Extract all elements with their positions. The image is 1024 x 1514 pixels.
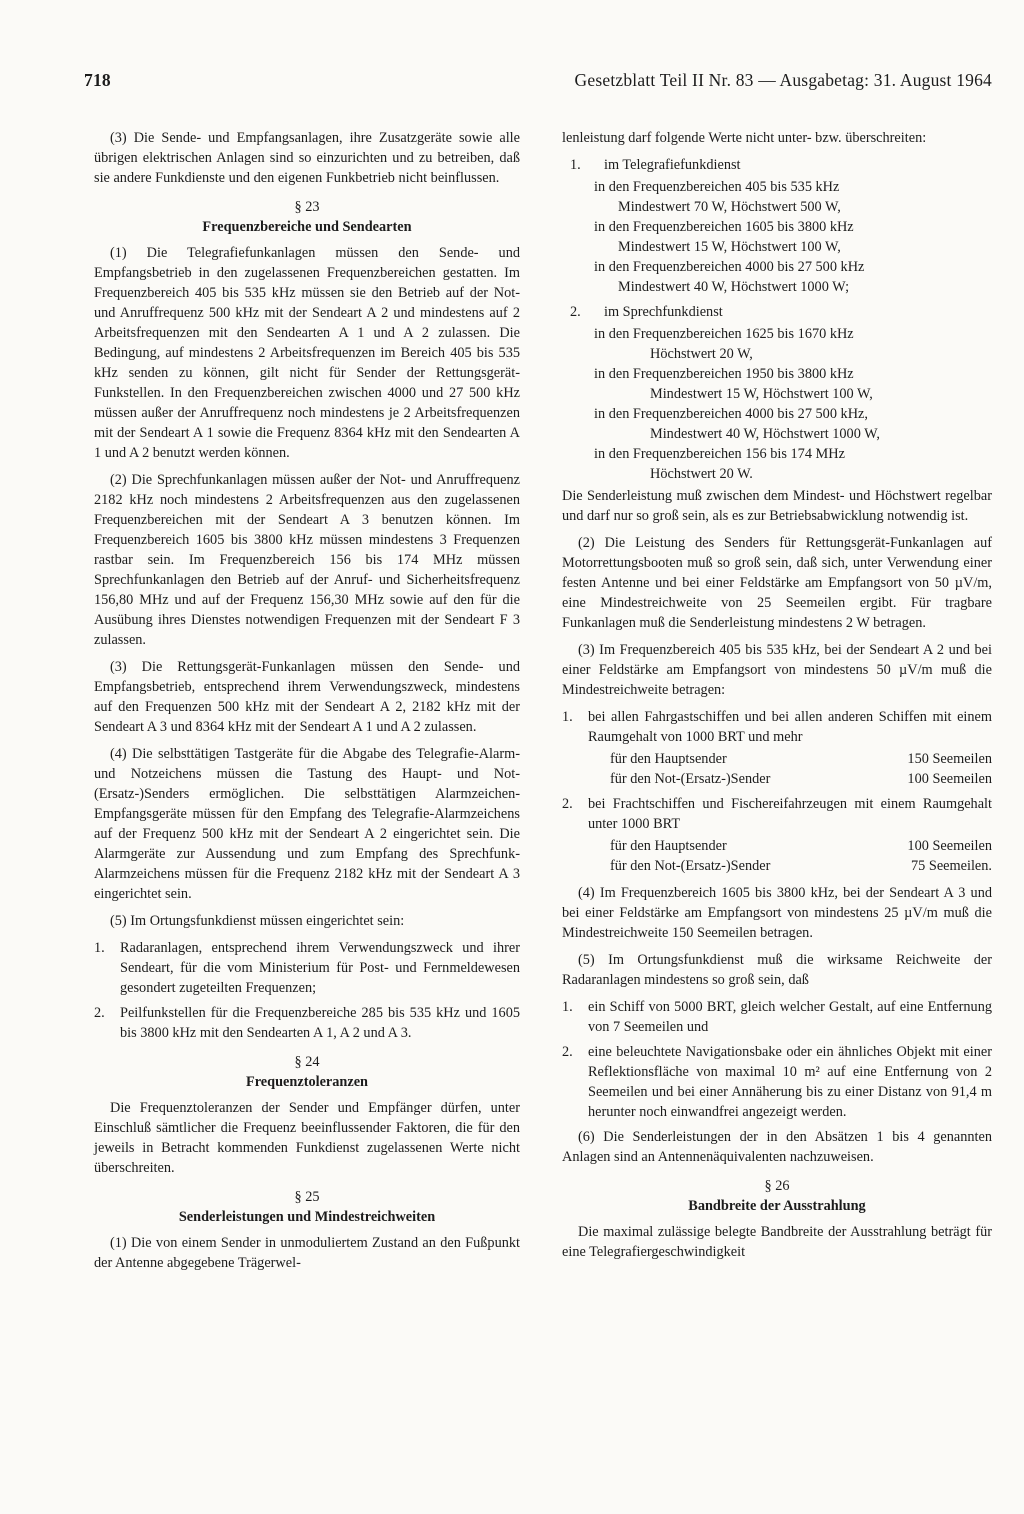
- paragraph: (3) Im Frequenzbereich 405 bis 535 kHz, bei der Sendeart A 2 und bei einer Feldstärke am Empfangsort von mindestens 50 µV/m muß die Mindestreichweite betragen:: [562, 642, 992, 698]
- paragraph: (3) Die Rettungsgerät-Funkanlagen müssen den Sende- und Empfangsbetrieb, entsprechend ihrem Verwendungszweck, mindestens auf den Frequenzen 500 kHz mit der Sendeart A 2, 2182 kHz mit der Sendeart A 3 und 8364 kHz mit der Sendeart A 1 und A 2 zulassen.: [94, 659, 520, 735]
- page-number: 718: [84, 70, 111, 90]
- list-item: [562, 1042, 992, 1122]
- section-title: Frequenzbereiche und Sendearten: [202, 219, 412, 235]
- range-line: in den Frequenzbereichen 1950 bis 3800 kHz: [594, 366, 854, 382]
- sub-item: [562, 177, 992, 217]
- list-marker: 2.: [562, 1044, 573, 1060]
- range-line: in den Frequenzbereichen 1625 bis 1670 kHz: [594, 326, 854, 342]
- range-row: [562, 836, 992, 856]
- sub-item: [562, 364, 992, 404]
- paragraph: Die Senderleistung muß zwischen dem Mindest- und Höchstwert regelbar und darf nur so groß sein, als es zur Betriebsabwicklung notwendig ist.: [562, 488, 992, 524]
- list-marker: 1.: [562, 999, 573, 1015]
- value-line: Mindestwert 15 W, Höchstwert 100 W,: [618, 239, 841, 255]
- paragraph: (6) Die Senderleistungen der in den Absätzen 1 bis 4 genannten Anlagen sind an Antennenäquivalenten nachzuweisen.: [562, 1129, 992, 1165]
- list-text: im Telegrafiefunkdienst: [604, 157, 741, 173]
- range-value: 100 Seemeilen: [907, 838, 992, 854]
- list-item: 1. im Telegrafiefunkdienst: [562, 155, 992, 175]
- header-title: Gesetzblatt Teil II Nr. 83 — Ausgabetag: 31. August 1964: [574, 70, 992, 90]
- list-text: ein Schiff von 5000 BRT, gleich welcher Gestalt, auf eine Entfernung von 7 Seemeilen und: [588, 999, 992, 1035]
- list-item: [562, 997, 992, 1037]
- section-title: Frequenztoleranzen: [245, 1074, 369, 1090]
- paragraph: (2) Die Leistung des Senders für Rettungsgerät-Funkanlagen auf Motorrettungsbooten muß so groß sein, daß sich, unter Verwendung einer festen Antenne und bei einer Feldstärke am Empfangsort von 50 µV/m, eine Mindestreichweite von 25 Seemeilen ergibt. Für tragbare Funkanlagen muß die Senderleistung mindestens 2 W betragen.: [562, 535, 992, 631]
- list-item: [94, 938, 520, 998]
- paragraph: (4) Die selbsttätigen Tastgeräte für die Abgabe des Telegrafie-Alarm- und Notzeichens müssen die Tastung des Haupt- und Not-(Ersatz-)Senders ermöglichen. Die selbsttätigen Alarmzeichen-Empfangsgeräte müssen für den Empfang des Telegrafie-Alarmzeichens auf der Frequenz 500 kHz mit der Sendeart A 2 eingerichtet sein. Die Alarmgeräte zur Aussendung und zum Empfang des Sprechfunk-Alarmzeichens müssen für die Frequenz 2182 kHz mit der Sendeart A 3 eingerichtet sein.: [94, 746, 520, 902]
- range-key: für den Not-(Ersatz-)Sender: [610, 771, 771, 787]
- section-title: Bandbreite der Ausstrahlung: [688, 1198, 866, 1214]
- paragraph: (1) Die von einem Sender in unmoduliertem Zustand an den Fußpunkt der Antenne abgegebene Trägerwel-: [94, 1235, 520, 1271]
- sub-item: [562, 404, 992, 444]
- value-line: Mindestwert 15 W, Höchstwert 100 W,: [650, 386, 873, 402]
- page-header: [84, 70, 992, 96]
- range-line: in den Frequenzbereichen 4000 bis 27 500 kHz,: [594, 406, 868, 422]
- list-item: [562, 707, 992, 747]
- range-line: in den Frequenzbereichen 405 bis 535 kHz: [594, 179, 840, 195]
- sub-item: [562, 257, 992, 297]
- value-line: Höchstwert 20 W.: [650, 466, 753, 482]
- section-number: § 26: [764, 1178, 790, 1194]
- paragraph: (1) Die Telegrafiefunkanlagen müssen den Sende- und Empfangsbetrieb in den zugelassenen Frequenzbereichen gestatten. Im Frequenzbereich 405 bis 535 kHz müssen sie den Betrieb auf der Not- und Anruffrequenz 500 kHz mit der Sendeart A 2 und mindestens auf 2 Arbeitsfrequenzen mit den Sendearten A 1 und A 2 zulassen. Die Bedingung, auf mindestens 2 Arbeitsfrequenzen im Bereich 405 bis 535 kHz senden zu können, gilt nicht für Sender der Rettungsgerät-Funkstellen. In den Frequenzbereichen zwischen 4000 und 27 500 kHz müssen außer der Anruffrequenz noch mindestens je 2 Arbeitsfrequenzen mit der Sendeart A 1 sowie die Frequenz 8364 kHz mit den Sendearten A 1 und A 2 benutzt werden können.: [94, 245, 520, 461]
- range-key: für den Hauptsender: [610, 751, 727, 767]
- range-key: für den Hauptsender: [610, 838, 727, 854]
- list-text: im Sprechfunkdienst: [604, 304, 723, 320]
- range-value: 75 Seemeilen.: [911, 858, 992, 874]
- value-line: Mindestwert 70 W, Höchstwert 500 W,: [618, 199, 841, 215]
- range-value: 100 Seemeilen: [907, 771, 992, 787]
- paragraph: Die Frequenztoleranzen der Sender und Empfänger dürfen, unter Einschluß sämtlicher die Frequenz beeinflussender Faktoren, die für den jeweils in Betracht kommenden Funkdienst zugelassenen Werte nicht überschreiten.: [94, 1100, 520, 1176]
- list-marker: 2.: [94, 1005, 105, 1021]
- list-text: bei allen Fahrgastschiffen und bei allen anderen Schiffen mit einem Raumgehalt von 1000 BRT und mehr: [588, 709, 992, 745]
- range-line: in den Frequenzbereichen 4000 bis 27 500 kHz: [594, 259, 865, 275]
- section-number: § 24: [294, 1054, 320, 1070]
- section-number: § 25: [294, 1189, 320, 1205]
- sub-item: [562, 217, 992, 257]
- range-key: für den Not-(Ersatz-)Sender: [610, 858, 771, 874]
- range-value: 150 Seemeilen: [907, 751, 992, 767]
- right-column: [562, 128, 992, 1269]
- list-text: Peilfunkstellen für die Frequenzbereiche 285 bis 535 kHz und 1605 bis 3800 kHz mit den Sendearten A 1, A 2 und A 3.: [120, 1005, 520, 1041]
- section-title: Senderleistungen und Mindestreichweiten: [178, 1209, 436, 1225]
- range-row: [562, 769, 992, 789]
- range-row: [562, 856, 992, 876]
- range-row: [562, 749, 992, 769]
- left-column: [94, 128, 520, 1280]
- paragraph: (2) Die Sprechfunkanlagen müssen außer der Not- und Anruffrequenz 2182 kHz noch mindestens 2 Arbeitsfrequenzen aus den zugelassenen Frequenzbereichen mit der Sendeart A 3 benutzen können. Im Frequenzbereich 1605 bis 3800 kHz müssen mindestens 3 Frequenzen rastbar sein. Im Frequenzbereich 156 bis 174 MHz müssen Sprechfunkanlagen den Betrieb auf der Anruf- und Sicherheitsfrequenz 156,80 MHz und auf der Frequenz 156,30 MHz sowie auf den für die Ausübung ihres Dienstes notwendigen Frequenzen mit der Sendeart F 3 zulassen.: [94, 472, 520, 648]
- value-line: Mindestwert 40 W, Höchstwert 1000 W;: [618, 279, 850, 295]
- list-item: [94, 1003, 520, 1043]
- sub-item: [562, 444, 992, 484]
- paragraph: (3) Die Sende- und Empfangsanlagen, ihre Zusatzgeräte sowie alle übrigen elektrischen Anlagen sind so einzurichten und zu betreiben, daß sie andere Funkdienste und den eigenen Funkbetrieb nicht beinflussen.: [94, 130, 520, 186]
- paragraph: (5) Im Ortungsfunkdienst muß die wirksame Reichweite der Radaranlagen mindestens so groß sein, daß: [562, 952, 992, 988]
- paragraph: Die maximal zulässige belegte Bandbreite der Ausstrahlung beträgt für eine Telegrafiergeschwindigkeit: [562, 1224, 992, 1260]
- list-marker: 1.: [562, 709, 573, 725]
- range-line: in den Frequenzbereichen 1605 bis 3800 kHz: [594, 219, 854, 235]
- list-item: [562, 794, 992, 834]
- list-marker: 1.: [94, 940, 105, 956]
- range-line: in den Frequenzbereichen 156 bis 174 MHz: [594, 446, 845, 462]
- paragraph: lenleistung darf folgende Werte nicht unter- bzw. überschreiten:: [562, 130, 927, 146]
- paragraph: (4) Im Frequenzbereich 1605 bis 3800 kHz, bei der Sendeart A 3 und bei einer Feldstärke am Empfangsort von mindestens 25 µV/m muß die Mindestreichweite 150 Seemeilen betragen.: [562, 885, 992, 941]
- list-item: 2. im Sprechfunkdienst: [562, 302, 992, 322]
- paragraph: (5) Im Ortungsfunkdienst müssen eingerichtet sein:: [110, 913, 405, 929]
- list-text: eine beleuchtete Navigationsbake oder ein ähnliches Objekt mit einer Reflektionsfläche von maximal 10 m² auf eine Entfernung von 2 Seemeilen und bei einer Annäherung bis zu einer Distanz von 91,4 m herunter noch einwandfrei angezeigt werden.: [588, 1044, 992, 1120]
- value-line: Mindestwert 40 W, Höchstwert 1000 W,: [650, 426, 880, 442]
- section-number: § 23: [294, 199, 320, 215]
- list-marker: 2.: [562, 796, 573, 812]
- list-text: bei Frachtschiffen und Fischereifahrzeugen mit einem Raumgehalt unter 1000 BRT: [588, 796, 992, 832]
- sub-item: [562, 324, 992, 364]
- list-text: Radaranlagen, entsprechend ihrem Verwendungszweck und ihrer Sendeart, für die vom Ministerium für Post- und Fernmeldewesen gesondert zugeteilten Frequenzen;: [120, 940, 520, 996]
- value-line: Höchstwert 20 W,: [650, 346, 753, 362]
